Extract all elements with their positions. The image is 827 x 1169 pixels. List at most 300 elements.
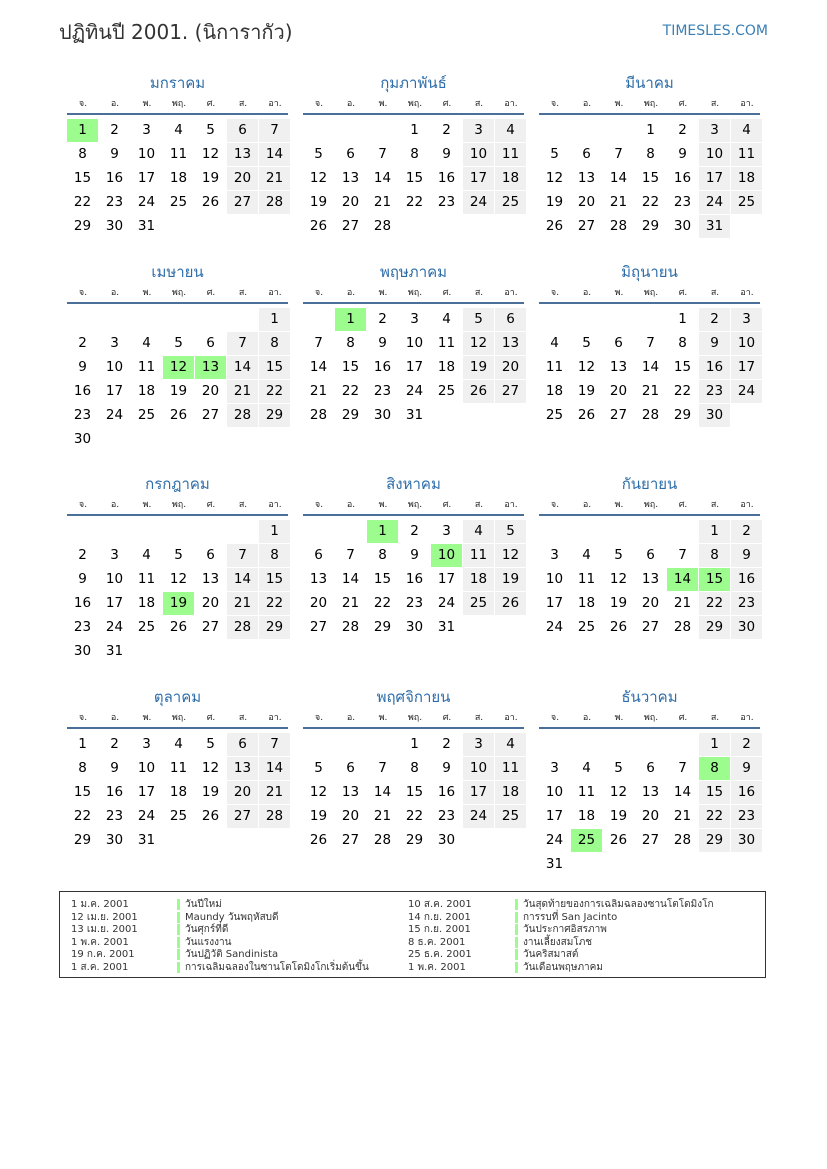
month-divider [539,514,760,516]
month-divider [303,302,524,304]
day-cell: 5 [550,146,559,162]
day-cell: 14 [373,784,392,800]
weekday-label: ศ. [678,713,688,723]
day-cell: 10 [137,760,156,776]
day-cell: 3 [463,119,494,142]
day-cell: 30 [699,404,730,427]
day-cell: 8 [410,146,419,162]
day-cell: 26 [609,832,628,848]
weekday-label: จ. [78,99,88,109]
weekday-label: ส. [238,99,248,109]
day-cell: 13 [341,784,360,800]
month-divider [303,514,524,516]
day-cell: 26 [309,832,328,848]
weekday-label: อา. [504,500,518,510]
day-cell: 19 [609,595,628,611]
day-cell: 12 [201,146,220,162]
day-cell: 14 [673,784,692,800]
legend-holiday-name: วันศุกร์ที่ดี [185,924,229,935]
weekday-label: ส. [474,288,484,298]
weekday-label: ศ. [678,288,688,298]
day-cell: 3 [463,733,494,756]
day-cell: 1 [259,308,290,331]
weekday-label: อา. [268,500,282,510]
day-cell: 10 [699,143,730,166]
day-cell: 29 [259,616,290,639]
day-cell: 13 [495,332,526,355]
weekday-label: ศ. [442,713,452,723]
weekday-label: พฤ. [407,500,423,510]
weekday-label: พฤ. [171,288,187,298]
day-cell: 28 [227,616,258,639]
day-cell: 20 [577,194,596,210]
day-cell: 10 [105,571,124,587]
day-cell: 28 [341,619,360,635]
day-cell: 2 [731,520,762,543]
day-cell: 6 [646,547,655,563]
weekday-label: อ. [110,288,120,298]
day-cell: 17 [699,167,730,190]
day-cell: 18 [545,383,564,399]
day-cell: 6 [346,760,355,776]
day-cell: 1 [410,122,419,138]
weekday-label: ศ. [678,500,688,510]
legend-date: 12 เม.ย. 2001 [71,911,138,923]
day-cell: 19 [309,808,328,824]
day-cell: 2 [699,308,730,331]
day-cell: 11 [495,757,526,780]
day-cell: 4 [142,335,151,351]
day-cell: 9 [442,146,451,162]
day-cell: 5 [206,736,215,752]
day-cell: 3 [110,547,119,563]
day-cell: 31 [699,215,730,238]
day-cell: 23 [731,592,762,615]
weekday-label: พ. [614,288,624,298]
weekday-label: พฤ. [643,500,659,510]
legend-date: 1 พ.ค. 2001 [71,936,129,948]
day-cell: 9 [78,359,87,375]
day-cell: 27 [309,619,328,635]
day-cell: 5 [314,760,323,776]
day-cell: 4 [550,335,559,351]
day-cell: 21 [641,383,660,399]
day-cell: 24 [105,407,124,423]
month-name: เมษายน [151,263,204,281]
day-cell: 12 [609,571,628,587]
day-cell: 17 [405,359,424,375]
day-cell: 24 [405,383,424,399]
day-cell: 12 [169,571,188,587]
legend-holiday-name: วันแรงงาน [185,936,232,948]
day-cell: 12 [309,784,328,800]
weekday-header [303,499,524,511]
day-cell: 10 [545,571,564,587]
day-cell: 13 [609,359,628,375]
weekday-label: ส. [710,288,720,298]
day-cell: 22 [405,194,424,210]
day-cell: 1 [699,520,730,543]
legend-date: 1 ส.ค. 2001 [71,961,129,973]
day-cell: 24 [437,595,456,611]
month-divider [539,113,760,115]
holiday-day-cell: 12 [163,356,194,379]
day-cell: 20 [495,356,526,379]
legend-holiday-name: งานเลี้ยงสมโภช [523,936,593,948]
day-cell: 30 [73,643,92,659]
month-divider [67,727,288,729]
day-cell: 21 [259,781,290,804]
day-cell: 5 [582,335,591,351]
day-cell: 27 [341,832,360,848]
day-cell: 6 [206,547,215,563]
day-cell: 28 [373,218,392,234]
day-cell: 20 [341,194,360,210]
day-cell: 17 [437,571,456,587]
day-cell: 30 [731,829,762,852]
day-cell: 4 [442,311,451,327]
weekday-label: พฤ. [643,288,659,298]
day-cell: 14 [373,170,392,186]
legend-date: 8 ธ.ค. 2001 [408,936,466,948]
day-cell: 3 [442,523,451,539]
day-cell: 23 [699,380,730,403]
day-cell: 25 [169,808,188,824]
weekday-label: อา. [268,99,282,109]
day-cell: 27 [641,832,660,848]
legend-date: 25 ธ.ค. 2001 [408,949,472,960]
weekday-label: พฤ. [643,713,659,723]
day-cell: 17 [545,595,564,611]
weekday-label: ส. [474,99,484,109]
day-cell: 30 [731,616,762,639]
day-cell: 22 [259,380,290,403]
weekday-label: ศ. [442,99,452,109]
weekday-label: พ. [614,713,624,723]
day-cell: 26 [609,619,628,635]
day-cell: 10 [463,143,494,166]
month-name: มิถุนายน [621,263,678,281]
day-cell: 21 [373,808,392,824]
day-cell: 29 [641,218,660,234]
legend-marker [515,937,518,948]
weekday-label: จ. [550,99,560,109]
day-cell: 16 [405,571,424,587]
weekday-label: ส. [710,713,720,723]
day-cell: 13 [309,571,328,587]
day-cell: 14 [309,359,328,375]
weekday-label: อา. [740,288,754,298]
legend-marker [177,937,180,948]
month-divider [67,302,288,304]
day-cell: 24 [731,380,762,403]
day-cell: 27 [641,619,660,635]
day-cell: 9 [731,757,762,780]
day-cell: 13 [577,170,596,186]
weekday-label: พ. [378,288,388,298]
legend-holiday-name: วันปีใหม่ [185,899,222,910]
holiday-legend [59,891,766,978]
day-cell: 29 [373,619,392,635]
day-cell: 9 [110,146,119,162]
day-cell: 3 [550,760,559,776]
day-cell: 4 [495,119,526,142]
legend-marker [515,924,518,935]
legend-marker [177,899,180,910]
day-cell: 24 [137,194,156,210]
day-cell: 11 [545,359,564,375]
legend-marker [177,912,180,923]
weekday-header [539,98,760,110]
weekday-label: พ. [614,500,624,510]
weekday-label: จ. [314,288,324,298]
day-cell: 3 [142,122,151,138]
month-divider [303,113,524,115]
legend-holiday-name: การเฉลิมฉลองในซานโตโดมิงโกเริ่มต้นขึ้น [185,961,369,973]
day-cell: 27 [495,380,526,403]
day-cell: 4 [731,119,762,142]
day-cell: 27 [227,805,258,828]
day-cell: 11 [169,146,188,162]
weekday-header [303,98,524,110]
day-cell: 14 [341,571,360,587]
weekday-label: พฤ. [407,713,423,723]
day-cell: 15 [673,359,692,375]
day-cell: 18 [437,359,456,375]
weekday-label: อา. [740,99,754,109]
day-cell: 3 [699,119,730,142]
day-cell: 23 [73,619,92,635]
weekday-label: อ. [346,500,356,510]
weekday-label: อ. [346,713,356,723]
day-cell: 15 [373,571,392,587]
day-cell: 25 [577,619,596,635]
day-cell: 25 [137,619,156,635]
day-cell: 28 [373,832,392,848]
day-cell: 26 [169,619,188,635]
day-cell: 7 [227,332,258,355]
day-cell: 6 [346,146,355,162]
holiday-day-cell: 14 [667,568,698,591]
day-cell: 11 [437,335,456,351]
day-cell: 2 [378,311,387,327]
day-cell: 19 [201,784,220,800]
legend-holiday-name: วันเดือนพฤษภาคม [523,961,603,973]
day-cell: 25 [495,805,526,828]
day-cell: 7 [259,733,290,756]
day-cell: 20 [609,383,628,399]
weekday-label: จ. [550,288,560,298]
day-cell: 11 [137,571,156,587]
weekday-header [539,499,760,511]
day-cell: 1 [699,733,730,756]
day-cell: 9 [410,547,419,563]
day-cell: 2 [442,122,451,138]
day-cell: 7 [314,335,323,351]
day-cell: 16 [373,359,392,375]
day-cell: 6 [614,335,623,351]
day-cell: 6 [314,547,323,563]
day-cell: 22 [699,805,730,828]
day-cell: 13 [227,143,258,166]
weekday-label: พ. [614,99,624,109]
legend-holiday-name: วันประกาศอิสรภาพ [523,924,607,935]
weekday-label: อ. [582,713,592,723]
day-cell: 26 [201,808,220,824]
day-cell: 16 [105,170,124,186]
day-cell: 24 [545,619,564,635]
day-cell: 11 [137,359,156,375]
weekday-label: จ. [550,500,560,510]
day-cell: 23 [437,808,456,824]
day-cell: 25 [137,407,156,423]
day-cell: 21 [673,808,692,824]
day-cell: 28 [641,407,660,423]
weekday-label: พฤ. [171,500,187,510]
day-cell: 20 [227,781,258,804]
brand-link[interactable]: TIMESLES.COM [662,23,768,39]
day-cell: 19 [577,383,596,399]
day-cell: 9 [442,760,451,776]
day-cell: 18 [169,784,188,800]
day-cell: 7 [678,760,687,776]
day-cell: 7 [378,760,387,776]
day-cell: 23 [437,194,456,210]
weekday-label: พ. [378,99,388,109]
day-cell: 27 [201,407,220,423]
day-cell: 31 [437,619,456,635]
day-cell: 18 [495,167,526,190]
day-cell: 9 [731,544,762,567]
month-name: ธันวาคม [621,688,678,706]
weekday-label: ศ. [206,99,216,109]
day-cell: 25 [545,407,564,423]
day-cell: 15 [641,170,660,186]
day-cell: 8 [378,547,387,563]
day-cell: 24 [137,808,156,824]
day-cell: 17 [545,808,564,824]
day-cell: 14 [227,568,258,591]
weekday-label: อา. [268,288,282,298]
day-cell: 2 [731,733,762,756]
day-cell: 26 [309,218,328,234]
day-cell: 28 [227,404,258,427]
day-cell: 9 [78,571,87,587]
day-cell: 25 [437,383,456,399]
weekday-label: อา. [268,713,282,723]
day-cell: 24 [545,832,564,848]
legend-holiday-name: Maundy วันพฤหัสบดี [185,911,279,923]
weekday-label: อ. [110,713,120,723]
day-cell: 21 [373,194,392,210]
day-cell: 16 [105,784,124,800]
day-cell: 5 [614,547,623,563]
day-cell: 24 [105,619,124,635]
weekday-label: อ. [582,99,592,109]
day-cell: 4 [582,547,591,563]
day-cell: 18 [137,595,156,611]
day-cell: 26 [495,592,526,615]
weekday-label: อา. [504,99,518,109]
weekday-label: พฤ. [171,713,187,723]
weekday-label: พ. [142,288,152,298]
day-cell: 2 [110,736,119,752]
day-cell: 31 [405,407,424,423]
day-cell: 21 [259,167,290,190]
day-cell: 28 [309,407,328,423]
weekday-label: อ. [346,99,356,109]
day-cell: 20 [641,595,660,611]
day-cell: 2 [78,547,87,563]
day-cell: 29 [405,832,424,848]
day-cell: 12 [495,544,526,567]
day-cell: 15 [259,356,290,379]
day-cell: 20 [227,167,258,190]
day-cell: 4 [174,122,183,138]
day-cell: 4 [463,520,494,543]
day-cell: 10 [137,146,156,162]
weekday-label: จ. [550,713,560,723]
day-cell: 14 [259,143,290,166]
weekday-label: ศ. [678,99,688,109]
day-cell: 27 [341,218,360,234]
day-cell: 15 [259,568,290,591]
day-cell: 11 [577,784,596,800]
day-cell: 6 [582,146,591,162]
weekday-label: จ. [78,500,88,510]
weekday-header [303,287,524,299]
weekday-label: อา. [504,288,518,298]
day-cell: 16 [437,784,456,800]
day-cell: 29 [699,616,730,639]
month-divider [539,302,760,304]
day-cell: 31 [105,643,124,659]
day-cell: 13 [641,571,660,587]
weekday-label: อ. [582,288,592,298]
day-cell: 9 [699,332,730,355]
day-cell: 8 [78,146,87,162]
legend-marker [515,912,518,923]
day-cell: 25 [731,191,762,214]
day-cell: 18 [577,595,596,611]
day-cell: 10 [105,359,124,375]
legend-marker [177,949,180,960]
weekday-label: พฤ. [407,288,423,298]
day-cell: 7 [678,547,687,563]
day-cell: 17 [105,383,124,399]
day-cell: 21 [609,194,628,210]
day-cell: 17 [731,356,762,379]
day-cell: 16 [437,170,456,186]
weekday-header [67,712,288,724]
day-cell: 26 [545,218,564,234]
day-cell: 20 [201,383,220,399]
day-cell: 2 [442,736,451,752]
weekday-header [539,712,760,724]
weekday-label: ศ. [442,288,452,298]
weekday-label: อา. [504,713,518,723]
holiday-day-cell: 10 [431,544,462,567]
day-cell: 8 [259,332,290,355]
day-cell: 1 [259,520,290,543]
day-cell: 7 [614,146,623,162]
day-cell: 29 [673,407,692,423]
weekday-label: จ. [78,288,88,298]
weekday-label: ส. [710,500,720,510]
day-cell: 20 [309,595,328,611]
day-cell: 21 [309,383,328,399]
weekday-label: จ. [314,713,324,723]
